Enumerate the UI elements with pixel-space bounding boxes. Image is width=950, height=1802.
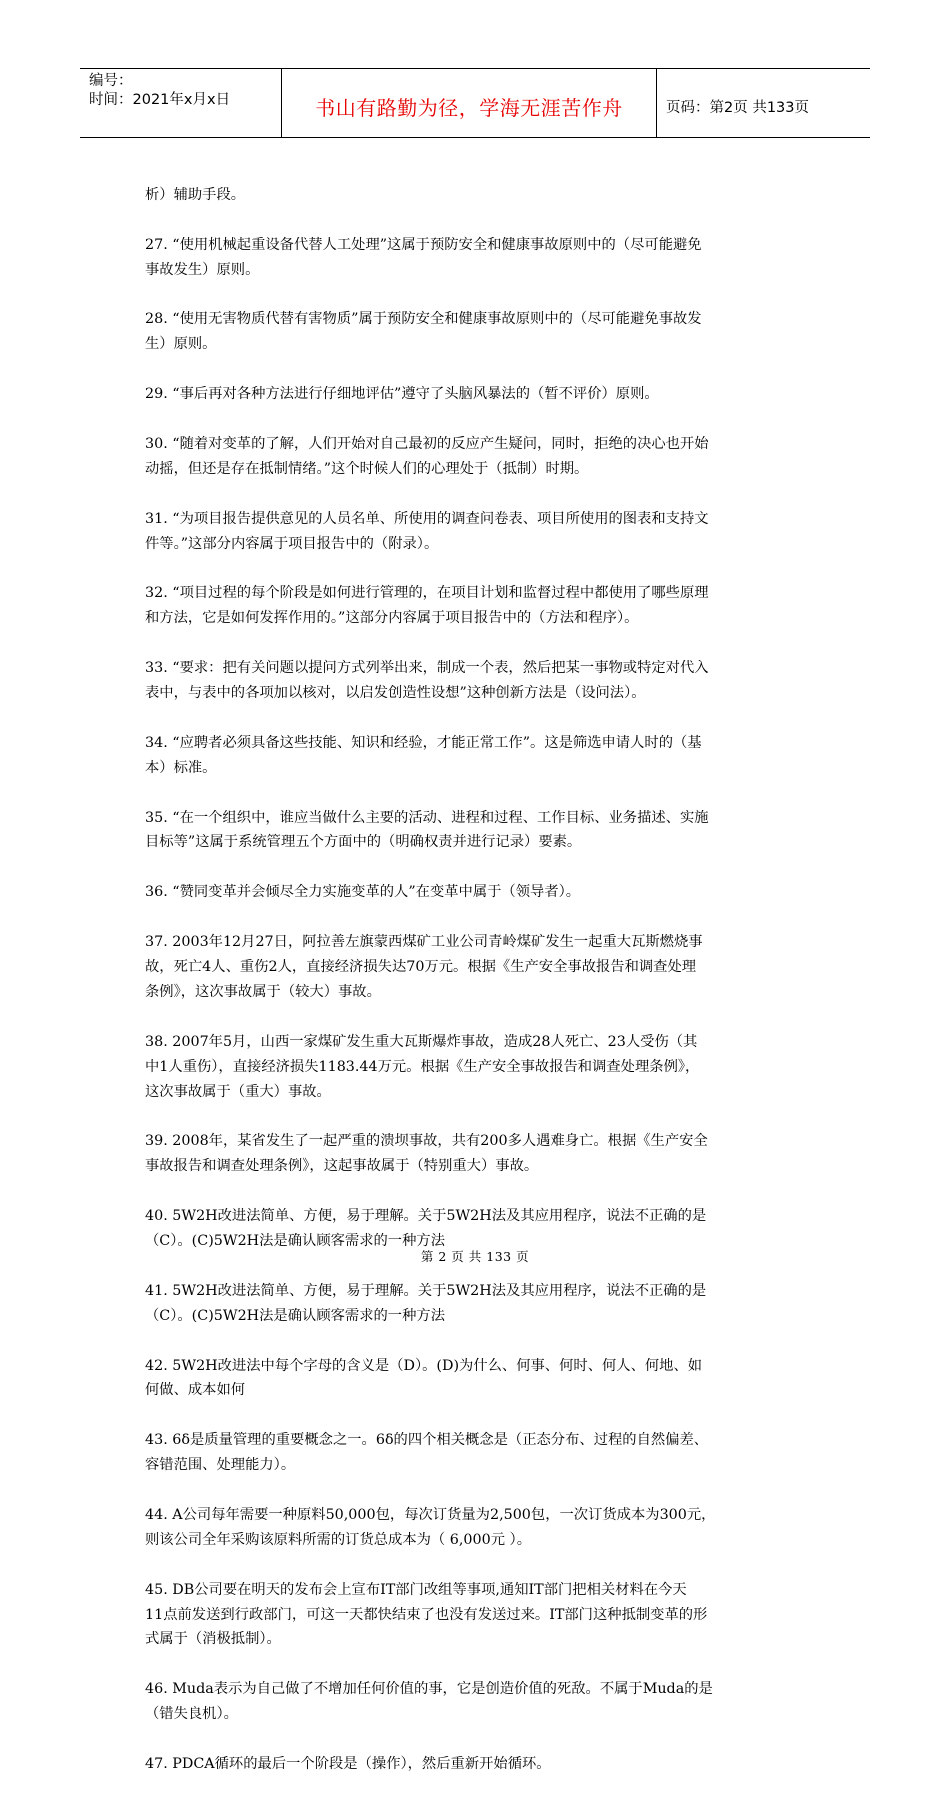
paragraph: 36. “赞同变革并会倾尽全力实施变革的人”在变革中属于（领导者）。 xyxy=(145,884,581,901)
paragraph: 31. “为项目报告提供意见的人员名单、所使用的调查问卷表、项目所使用的图表和支持文 件等。”这部分内容属于项目报告中的（附录）。 xyxy=(145,510,709,552)
document-number-label: 编号： xyxy=(89,73,133,89)
page-footer: 第 2 页 共 133 页 xyxy=(420,1249,530,1264)
paragraph: 39. 2008年，某省发生了一起严重的溃坝事故，共有200多人遇难身亡。根据《生产安全 事故报告和调查处理条例》，这起事故属于（特别重大）事故。 xyxy=(145,1133,708,1175)
paragraph: 47. PDCA循环的最后一个阶段是（操作），然后重新开始循环。 xyxy=(145,1756,551,1772)
paragraph: 28. “使用无害物质代替有害物质”属于预防安全和健康事故原则中的（尽可能避免事故发 生）原则。 xyxy=(145,311,702,353)
header-page-info: 页码：第2页 共133页 xyxy=(666,99,810,116)
paragraph: 35. “在一个组织中，谁应当做什么主要的活动、进程和过程、工作目标、业务描述、实施 目标等”这属于系统管理五个方面中的（明确权责并进行记录）要素。 xyxy=(145,809,709,851)
document-date: 时间：2021年x月x日 xyxy=(89,92,231,108)
paragraph: 45. DB公司要在明天的发布会上宣布IT部门改组等事项,通知IT部门把相关材料在今天 11点前发送到行政部门，可这一天都快结束了也没有发送过来。IT部门这种抵制变革的形 式属于（消极抵制）。 xyxy=(145,1581,708,1648)
paragraph: 32. “项目过程的每个阶段是如何进行管理的，在项目计划和监督过程中都使用了哪些原理 和方法，它是如何发挥作用的。”这部分内容属于项目报告中的（方法和程序）。 xyxy=(145,585,709,627)
paragraph: 37. 2003年12月27日，阿拉善左旗蒙西煤矿工业公司青岭煤矿发生一起重大瓦斯燃烧事 故，死亡4人、重伤2人，直接经济损失达70万元。根据《生产安全事故报告和调查处理 条例》，这次事故属于（较大）事故。 xyxy=(145,934,703,1000)
paragraph: 44. A公司每年需要一种原料50,000包，每次订货量为2,500包，一次订货成本为300元， 则该公司全年采购该原料所需的订货总成本为（ 6,000元 ）。 xyxy=(145,1506,716,1548)
paragraph: 46. Muda表示为自己做了不增加任何价值的事，它是创造价值的死敌。不属于Muda的是 （错失良机）。 xyxy=(145,1681,713,1723)
paragraph: 42. 5W2H改进法中每个字母的含义是（D）。(D)为什么、何事、何时、何人、何地、如 何做、成本如何 xyxy=(145,1357,703,1399)
header-motto-cell xyxy=(281,69,657,137)
paragraph: 41. 5W2H改进法简单、方便，易于理解。关于5W2H法及其应用程序，说法不正确的是 （C）。(C)5W2H法是确认顾客需求的一种方法 xyxy=(145,1282,707,1324)
paragraph: 43. 6δ是质量管理的重要概念之一。6δ的四个相关概念是（正态分布、过程的自然偏差、 容错范围、处理能力）。 xyxy=(145,1432,709,1474)
paragraph: 33. “要求：把有关问题以提问方式列举出来，制成一个表，然后把某一事物或特定对代入 表中，与表中的各项加以核对，以启发创造性设想”这种创新方法是（设问法）。 xyxy=(145,660,709,702)
paragraph: 析）辅助手段。 xyxy=(145,186,246,203)
paragraph: 40. 5W2H改进法简单、方便，易于理解。关于5W2H法及其应用程序，说法不正确的是 （C）。(C)5W2H法是确认顾客需求的一种方法 xyxy=(145,1208,707,1249)
paragraph: 34. “应聘者必须具备这些技能、知识和经验，才能正常工作”。这是筛选申请人时的（基 本）标准。 xyxy=(145,734,702,776)
header-meta xyxy=(80,69,281,137)
paragraph: 29. “事后再对各种方法进行仔细地评估”遵守了头脑风暴法的（暂不评价）原则。 xyxy=(145,386,659,403)
document-body xyxy=(145,158,817,1802)
paragraph: 38. 2007年5月，山西一家煤矿发生重大瓦斯爆炸事故，造成28人死亡、23人受伤（其 中1人重伤），直接经济损失1183.44万元。根据《生产安全事故报告和调查处理条例》， 这次事故属于（重大）事故。 xyxy=(145,1033,700,1100)
page-header xyxy=(80,68,870,138)
paragraph: 30. “随着对变革的了解，人们开始对自己最初的反应产生疑问，同时，拒绝的决心也开始 动摇，但还是存在抵制情绪。”这个时候人们的心理处于（抵制）时期。 xyxy=(145,435,709,477)
header-motto: 书山有路勤为径，学海无涯苦作舟 xyxy=(315,95,623,120)
paragraph: 27. “使用机械起重设备代替人工处理”这属于预防安全和健康事故原则中的（尽可能避免 事故发生）原则。 xyxy=(145,236,702,278)
